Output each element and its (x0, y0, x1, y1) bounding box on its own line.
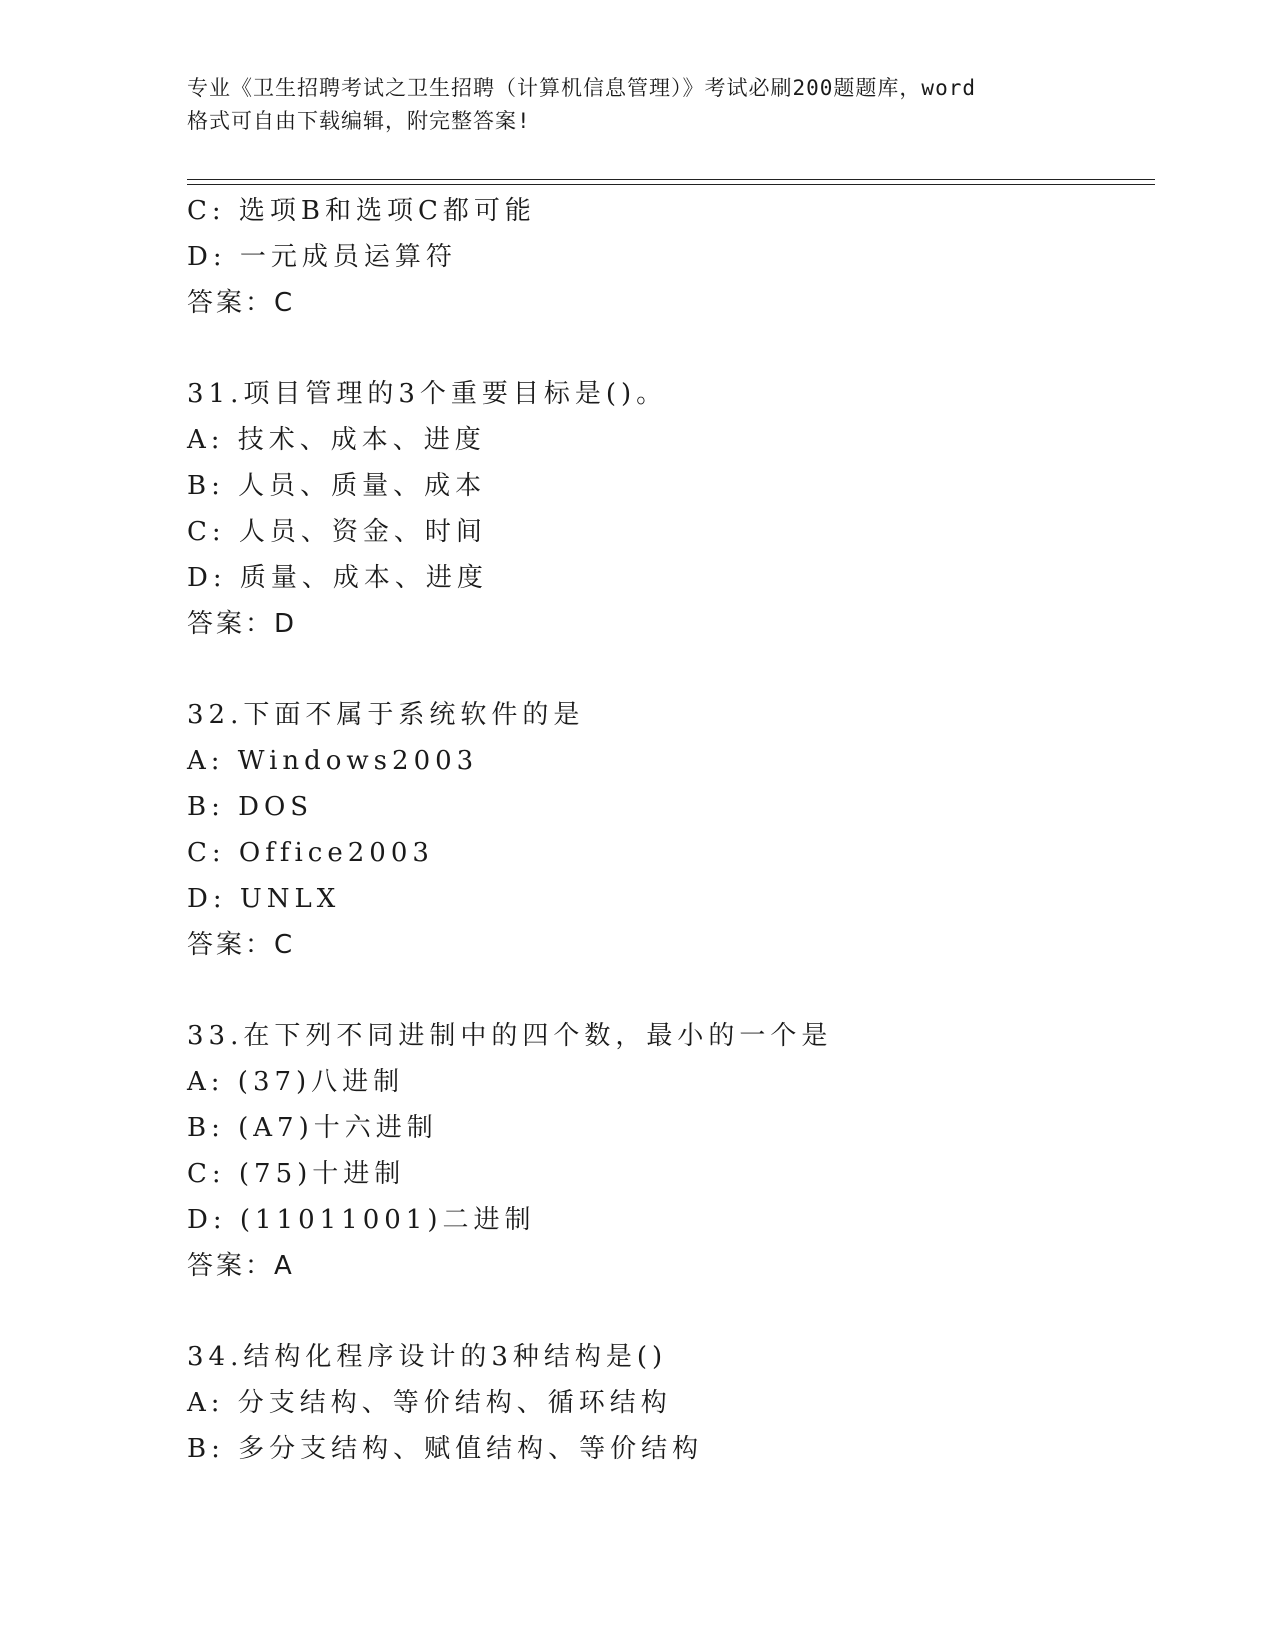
option-b: B: DOS (187, 792, 314, 822)
header-title-line-2: 格式可自由下载编辑，附完整答案! (187, 109, 531, 133)
option-a: A: 分支结构、等价结构、循环结构 (187, 1388, 672, 1418)
answer-label: 答案：A (187, 1251, 295, 1281)
header-divider-top (187, 179, 1155, 180)
question-text: 31.项目管理的3个重要目标是()。 (187, 379, 668, 409)
question-block-31 (187, 371, 1147, 647)
answer-label: 答案：C (187, 930, 296, 960)
option-d: D: 质量、成本、进度 (187, 563, 488, 593)
question-text: 34.结构化程序设计的3种结构是() (187, 1342, 668, 1372)
document-header (187, 72, 1087, 138)
option-c: C: 选项B和选项C都可能 (187, 196, 536, 226)
question-block-33 (187, 1013, 1147, 1289)
question-block-30 (187, 188, 1147, 326)
option-c: C: Office2003 (187, 838, 434, 868)
header-title-line-1: 专业《卫生招聘考试之卫生招聘（计算机信息管理）》考试必刷200题题库，word (187, 76, 976, 100)
option-c: C: 人员、资金、时间 (187, 517, 487, 547)
option-d: D: UNLX (187, 884, 341, 914)
question-block-34 (187, 1334, 1147, 1472)
option-a: A: (37)八进制 (187, 1067, 405, 1097)
block-spacer (187, 326, 1147, 371)
question-text: 32.下面不属于系统软件的是 (187, 700, 585, 730)
answer-label: 答案：C (187, 288, 296, 318)
option-b: B: 多分支结构、赋值结构、等价结构 (187, 1434, 704, 1464)
option-a: A: 技术、成本、进度 (187, 425, 486, 455)
question-text: 33.在下列不同进制中的四个数，最小的一个是 (187, 1021, 833, 1051)
question-block-32 (187, 692, 1147, 968)
option-d: D: (11011001)二进制 (187, 1205, 536, 1235)
question-list (187, 188, 1147, 1472)
block-spacer (187, 968, 1147, 1013)
block-spacer (187, 647, 1147, 692)
option-c: C: (75)十进制 (187, 1159, 406, 1189)
option-b: B: (A7)十六进制 (187, 1113, 438, 1143)
answer-label: 答案：D (187, 609, 298, 639)
header-divider-bottom (187, 184, 1155, 185)
option-a: A: Windows2003 (187, 746, 479, 776)
block-spacer (187, 1289, 1147, 1334)
option-b: B: 人员、质量、成本 (187, 471, 487, 501)
option-d: D: 一元成员运算符 (187, 242, 457, 272)
